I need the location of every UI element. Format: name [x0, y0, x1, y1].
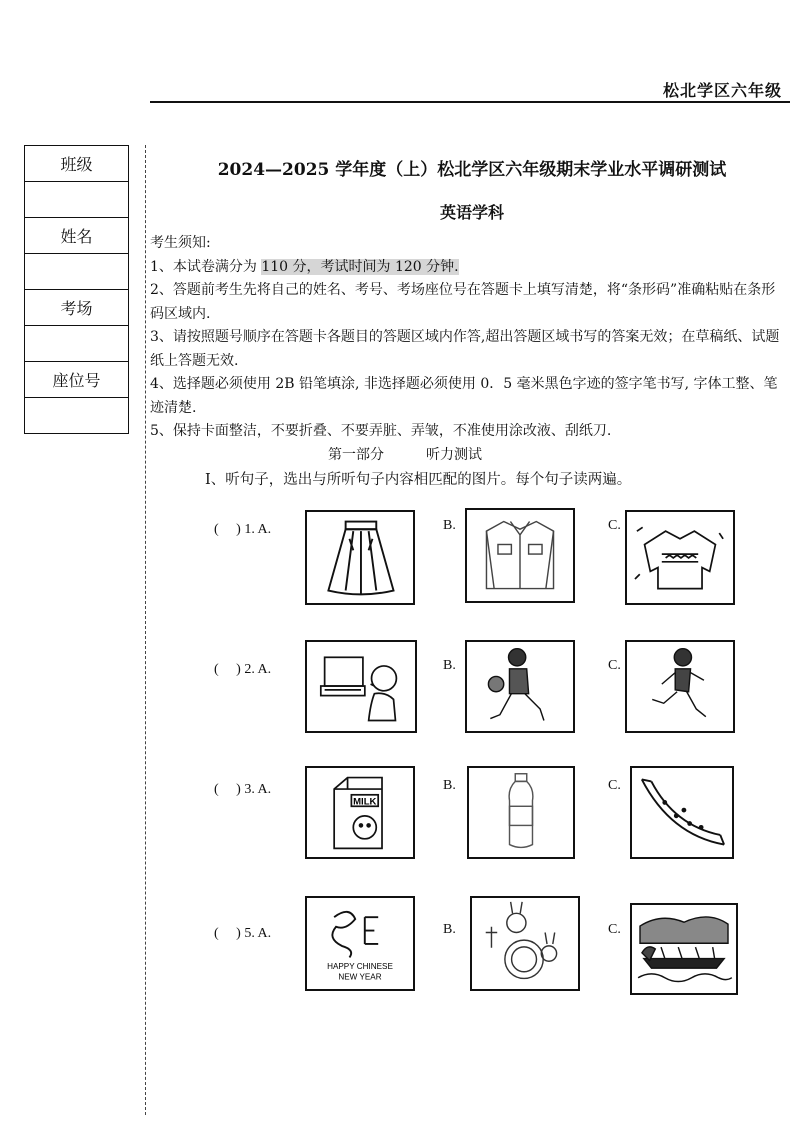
exam-title: 2024—2025 学年度（上）松北学区六年级期末学业水平调研测试: [217, 160, 727, 180]
boy-watching-tv-picture[interactable]: [305, 640, 417, 733]
milk-carton-text: MILK: [353, 796, 377, 808]
question-3-option-c[interactable]: C.: [608, 778, 621, 793]
part-heading: [328, 444, 482, 464]
water-bottle-picture[interactable]: [467, 766, 575, 859]
student-info-table: [24, 145, 129, 434]
seat-number-label: 座位号: [25, 362, 129, 398]
section-instruction: I、听句子，选出与所听句子内容相匹配的图片。每个句子读两遍。: [205, 472, 632, 488]
mid-autumn-rabbits-picture[interactable]: [470, 896, 580, 991]
dragon-boat-picture[interactable]: [630, 903, 738, 995]
question-3-label[interactable]: ( ) 3. A.: [214, 782, 272, 797]
question-5-option-c[interactable]: C.: [608, 922, 621, 937]
cny-text-line-1: HAPPY CHINESE: [327, 961, 393, 971]
skirt-picture[interactable]: [305, 510, 415, 605]
cny-text-line-2: NEW YEAR: [338, 972, 382, 982]
note-4: 4、选择题必须使用 2B 铅笔填涂, 非选择题必须使用 0．5 毫米黑色字迹的签字笔书写, 字体工整、笔迹清楚.: [150, 376, 778, 416]
notice-heading: 考生须知:: [150, 235, 211, 251]
class-field[interactable]: [25, 182, 129, 218]
question-2-option-b[interactable]: B.: [443, 658, 456, 673]
exam-room-field[interactable]: [25, 326, 129, 362]
part-label: 第一部分: [328, 447, 384, 463]
exam-subject: 英语学科: [439, 203, 504, 222]
name-field[interactable]: [25, 254, 129, 290]
question-2-label[interactable]: ( ) 2. A.: [214, 662, 272, 677]
part-name: 听力测试: [426, 447, 482, 463]
question-1-option-b[interactable]: B.: [443, 518, 456, 533]
header-rule: [150, 101, 790, 103]
exam-notes: [150, 232, 786, 444]
boy-running-picture[interactable]: [625, 640, 735, 733]
note-2: 2、答题前考生先将自己的姓名、考号、考场座位号在答题卡上填写清楚，将“条形码”准确粘贴在条形码区域内.: [150, 282, 776, 322]
happy-chinese-new-year-picture[interactable]: [305, 896, 415, 991]
class-label: 班级: [25, 146, 129, 182]
note-3: 3、请按照题号顺序在答题卡各题目的答题区域内作答,超出答题区域书写的答案无效；在草稿纸、试题纸上答题无效.: [150, 329, 780, 369]
binding-line: [145, 145, 146, 1115]
note-1: 1、本试卷满分为 110 分，考试时间为 120 分钟.: [150, 258, 459, 275]
watermelon-picture[interactable]: [630, 766, 734, 859]
question-5-option-b[interactable]: B.: [443, 922, 456, 937]
question-2-option-c[interactable]: C.: [608, 658, 621, 673]
sweater-picture[interactable]: [625, 510, 735, 605]
question-5-label[interactable]: ( ) 5. A.: [214, 926, 272, 941]
header-title: 松北学区六年级: [662, 81, 782, 100]
question-3-option-b[interactable]: B.: [443, 778, 456, 793]
shirt-picture[interactable]: [465, 508, 575, 603]
seat-number-field[interactable]: [25, 398, 129, 434]
question-1-label[interactable]: ( ) 1. A.: [214, 522, 272, 537]
note-5: 5、保持卡面整洁，不要折叠、不要弄脏、弄皱，不准使用涂改液、刮纸刀.: [150, 423, 612, 439]
name-label: 姓名: [25, 218, 129, 254]
milk-carton-picture[interactable]: [305, 766, 415, 859]
boy-playing-basketball-picture[interactable]: [465, 640, 575, 733]
exam-room-label: 考场: [25, 290, 129, 326]
question-1-option-c[interactable]: C.: [608, 518, 621, 533]
